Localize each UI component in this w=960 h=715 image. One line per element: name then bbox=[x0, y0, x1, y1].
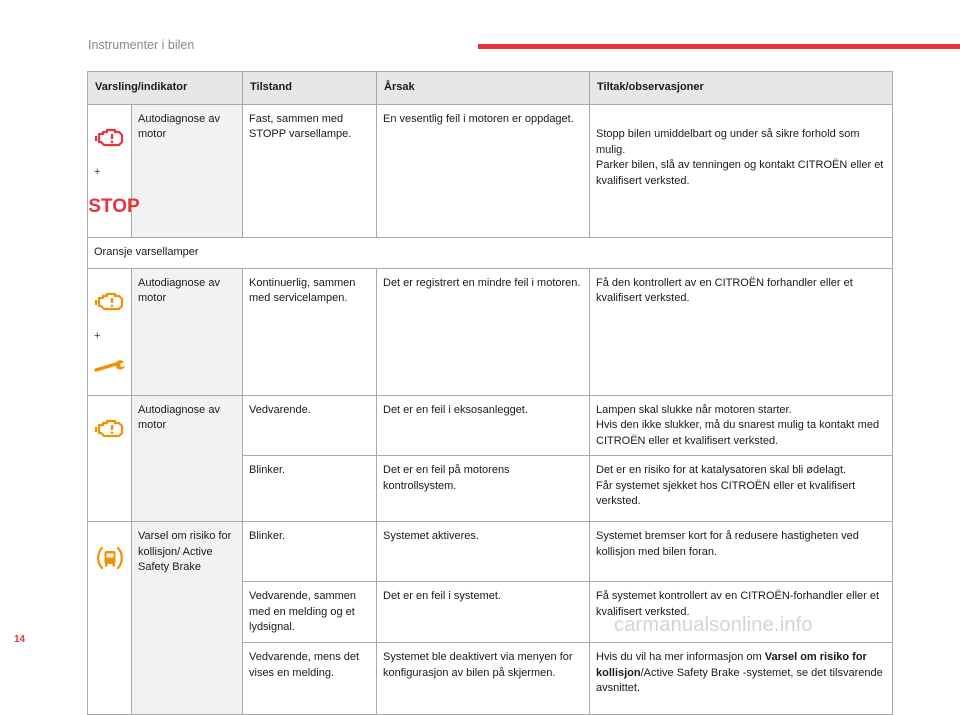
icon-cell bbox=[88, 395, 132, 522]
action-text: Stopp bilen umiddelbart og under så sikre forhold som mulig. Parker bilen, slå av tenningen og kontakt CITROËN eller et kvalifisert verksted. bbox=[596, 128, 884, 187]
table-header-row bbox=[88, 72, 893, 105]
section-title: Oransje varsellamper bbox=[88, 237, 893, 268]
stop-icon bbox=[88, 195, 140, 217]
action-cell: Få den kontrollert av en CITROËN forhandler eller et kvalifisert verksted. bbox=[590, 268, 893, 395]
condition-cell: Kontinuerlig, sammen med servicelampen. bbox=[243, 268, 377, 395]
condition-cell: Fast, sammen med STOPP varsellampe. bbox=[243, 104, 377, 237]
engine-icon bbox=[95, 127, 125, 149]
cause-cell: Det er registrert en mindre feil i motoren. bbox=[377, 268, 590, 395]
table-row bbox=[88, 104, 893, 237]
cause-cell: Systemet ble deaktivert via menyen for konfigurasjon av bilen på skjermen. bbox=[377, 643, 590, 715]
watermark: carmanualsonline.info bbox=[614, 614, 813, 636]
column-header-condition: Tilstand bbox=[243, 72, 377, 105]
icon-cell bbox=[88, 104, 140, 237]
action-cell: Det er en risiko for at katalysatoren skal bli ødelagt. Får systemet sjekket hos CITROËN eller et kvalifisert verksted. bbox=[590, 456, 893, 522]
column-header-cause: Årsak bbox=[377, 72, 590, 105]
condition-cell: Vedvarende, sammen med en melding og et lydsignal. bbox=[243, 582, 377, 643]
indicator-name: Autodiagnose av motor bbox=[132, 104, 243, 237]
condition-cell: Vedvarende. bbox=[243, 395, 377, 456]
action-cell: Lampen skal slukke når motoren starter. Hvis den ikke slukker, må du snarest mulig ta kontakt med CITROËN eller et kvalifisert verksted. bbox=[590, 395, 893, 456]
indicator-name: Autodiagnose av motor bbox=[132, 395, 243, 522]
stop-icon-label: STOP bbox=[88, 196, 140, 217]
column-header-action: Tiltak/observasjoner bbox=[590, 72, 893, 105]
collision-warning-icon bbox=[95, 545, 125, 571]
cause-cell: Det er en feil på motorens kontrollsystem. bbox=[377, 456, 590, 522]
cause-cell: En vesentlig feil i motoren er oppdaget. bbox=[377, 104, 590, 237]
cause-cell: Det er en feil i eksosanlegget. bbox=[377, 395, 590, 456]
wrench-icon bbox=[94, 359, 126, 373]
action-text-post: /Active Safety Brake -systemet, se det tilsvarende avsnittet. bbox=[596, 666, 883, 694]
icon-cell bbox=[88, 268, 132, 395]
page-header-title: Instrumenter i bilen bbox=[88, 38, 195, 52]
table-row bbox=[88, 395, 893, 456]
indicator-name: Varsel om risiko for kollisjon/ Active Safety Brake bbox=[132, 522, 243, 715]
icon-cell bbox=[88, 522, 132, 715]
action-cell: Få systemet kontrollert av en CITROËN-forhandler eller et kvalifisert verksted. bbox=[590, 582, 893, 643]
section-row bbox=[88, 237, 893, 268]
condition-cell: Blinker. bbox=[243, 522, 377, 582]
table-row bbox=[88, 522, 893, 582]
column-header-indicator: Varsling/indikator bbox=[88, 72, 243, 105]
plus-sign: + bbox=[94, 329, 101, 342]
indicator-name: Autodiagnose av motor bbox=[132, 268, 243, 395]
action-cell: Systemet bremser kort for å redusere hastigheten ved kollisjon med bilen foran. bbox=[590, 522, 893, 582]
condition-cell: Vedvarende, mens det vises en melding. bbox=[243, 643, 377, 715]
action-link-text: Varsel om risiko for kollisjon bbox=[596, 651, 867, 679]
header-accent-bar bbox=[478, 44, 960, 49]
engine-icon bbox=[95, 418, 125, 440]
action-cell bbox=[590, 643, 893, 715]
cause-cell: Systemet aktiveres. bbox=[377, 522, 590, 582]
cause-cell: Det er en feil i systemet. bbox=[377, 582, 590, 643]
page-number: 14 bbox=[14, 634, 26, 645]
table-row bbox=[88, 268, 893, 395]
plus-sign: + bbox=[94, 165, 101, 178]
action-cell bbox=[590, 104, 893, 237]
action-text-pre: Hvis du vil ha mer informasjon om bbox=[596, 651, 765, 663]
engine-icon bbox=[95, 291, 125, 313]
condition-cell: Blinker. bbox=[243, 456, 377, 522]
